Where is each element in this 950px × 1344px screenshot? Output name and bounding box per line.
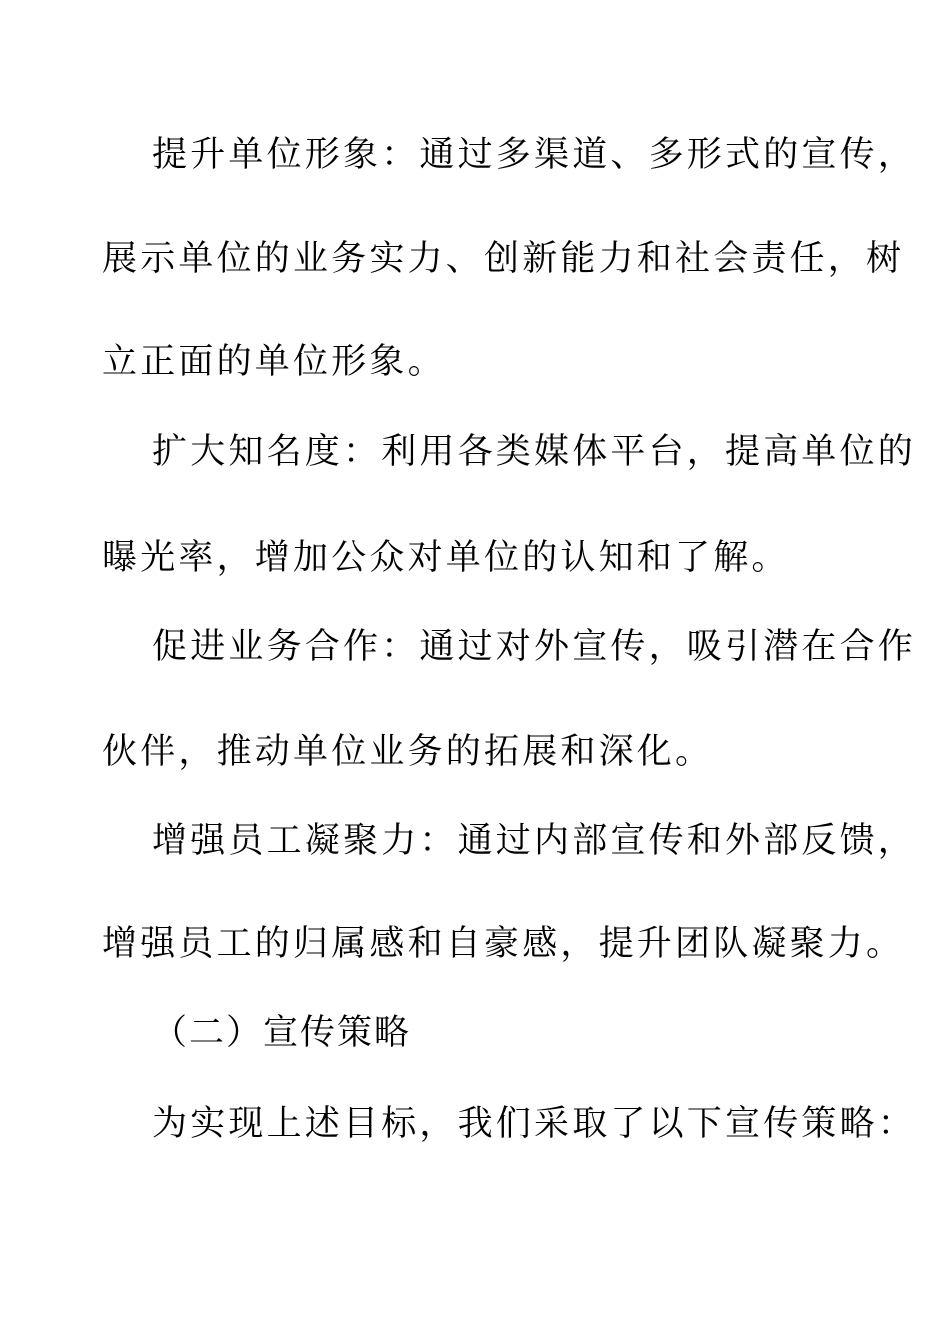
closing-paragraph: 为实现上述目标，我们采取了以下宣传策略： xyxy=(152,1104,917,1144)
section-heading: （二）宣传策略 xyxy=(152,1013,412,1053)
paragraph-3-line-1: 促进业务合作：通过对外宣传，吸引潜在合作 xyxy=(152,627,917,667)
paragraph-2-line-1: 扩大知名度：利用各类媒体平台，提高单位的 xyxy=(152,432,917,472)
paragraph-3-line-2: 伙伴，推动单位业务的拓展和深化。 xyxy=(102,732,714,772)
paragraph-1-line-2: 展示单位的业务实力、创新能力和社会责任，树 xyxy=(102,239,905,279)
paragraph-2-line-2: 曝光率，增加公众对单位的认知和了解。 xyxy=(102,538,790,578)
paragraph-4-line-1: 增强员工凝聚力：通过内部宣传和外部反馈， xyxy=(152,821,917,861)
paragraph-1-line-1: 提升单位形象：通过多渠道、多形式的宣传， xyxy=(152,135,917,175)
paragraph-4-line-2: 增强员工的归属感和自豪感，提升团队凝聚力。 xyxy=(102,924,905,964)
paragraph-1-line-3: 立正面的单位形象。 xyxy=(102,342,446,382)
